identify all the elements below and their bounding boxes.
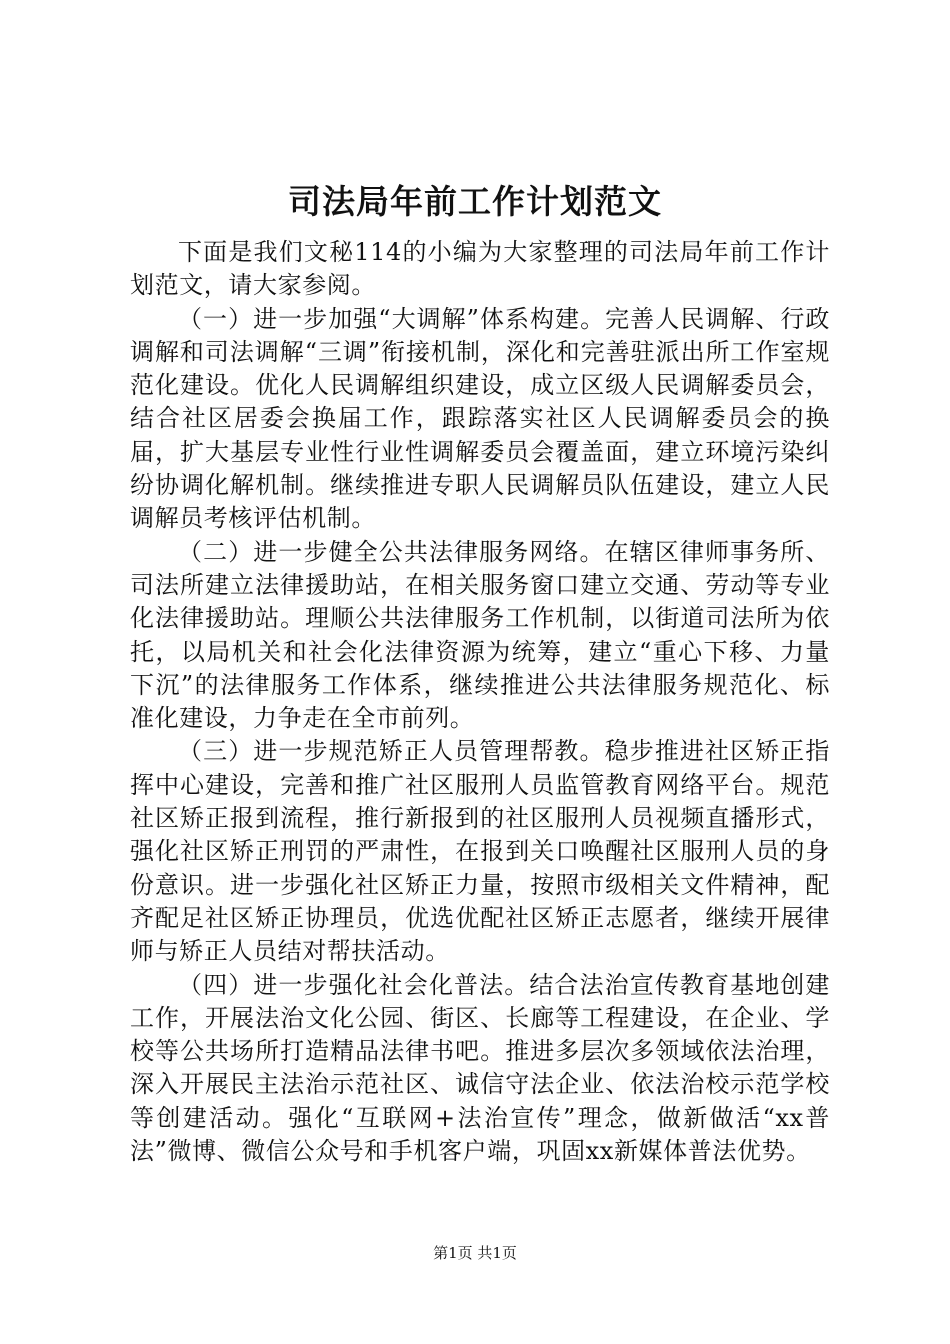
paragraph-section-2: （二）进一步健全公共法律服务网络。在辖区律师事务所、司法所建立法律援助站，在相关服务窗口建立交通、劳动等专业化法律援助站。理顺公共法律服务工作机制，以街道司法所为依托，以局机关和社会化法律资源为统筹，建立“重心下移、力量下沉”的法律服务工作体系，继续推进公共法律服务规范化、标准化建设，力争走在全市前列。 [130,537,830,733]
paragraph-intro: 下面是我们文秘114的小编为大家整理的司法局年前工作计划范文，请大家参阅。 [130,238,830,300]
paragraph-section-4: （四）进一步强化社会化普法。结合法治宣传教育基地创建工作，开展法治文化公园、街区、长廊等工程建设，在企业、学校等公共场所打造精品法律书吧。推进多层次多领域依法治理，深入开展民主法治示范社区、诚信守法企业、依法治校示范学校等创建活动。强化“互联网+法治宣传”理念，做新做活“xx普法”微博、微信公众号和手机客户端，巩固xx新媒体普法优势。 [130,970,830,1166]
paragraph-section-1: （一）进一步加强“大调解”体系构建。完善人民调解、行政调解和司法调解“三调”衔接机制，深化和完善驻派出所工作室规范化建设。优化人民调解组织建设，成立区级人民调解委员会，结合社区居委会换届工作，跟踪落实社区人民调解委员会的换届，扩大基层专业性行业性调解委员会覆盖面，建立环境污染纠纷协调化解机制。继续推进专职人民调解员队伍建设，建立人民调解员考核评估机制。 [130,304,830,533]
page-footer: 第1页 共1页 [433,1244,517,1262]
document-title: 司法局年前工作计划范文 [288,182,662,221]
paragraph-section-3: （三）进一步规范矫正人员管理帮教。稳步推进社区矫正指挥中心建设，完善和推广社区服刑人员监管教育网络平台。规范社区矫正报到流程，推行新报到的社区服刑人员视频直播形式，强化社区矫正刑罚的严肃性，在报到关口唤醒社区服刑人员的身份意识。进一步强化社区矫正力量，按照市级相关文件精神，配齐配足社区矫正协理员，优选优配社区矫正志愿者，继续开展律师与矫正人员结对帮扶活动。 [130,737,830,966]
document-body [130,236,830,1168]
